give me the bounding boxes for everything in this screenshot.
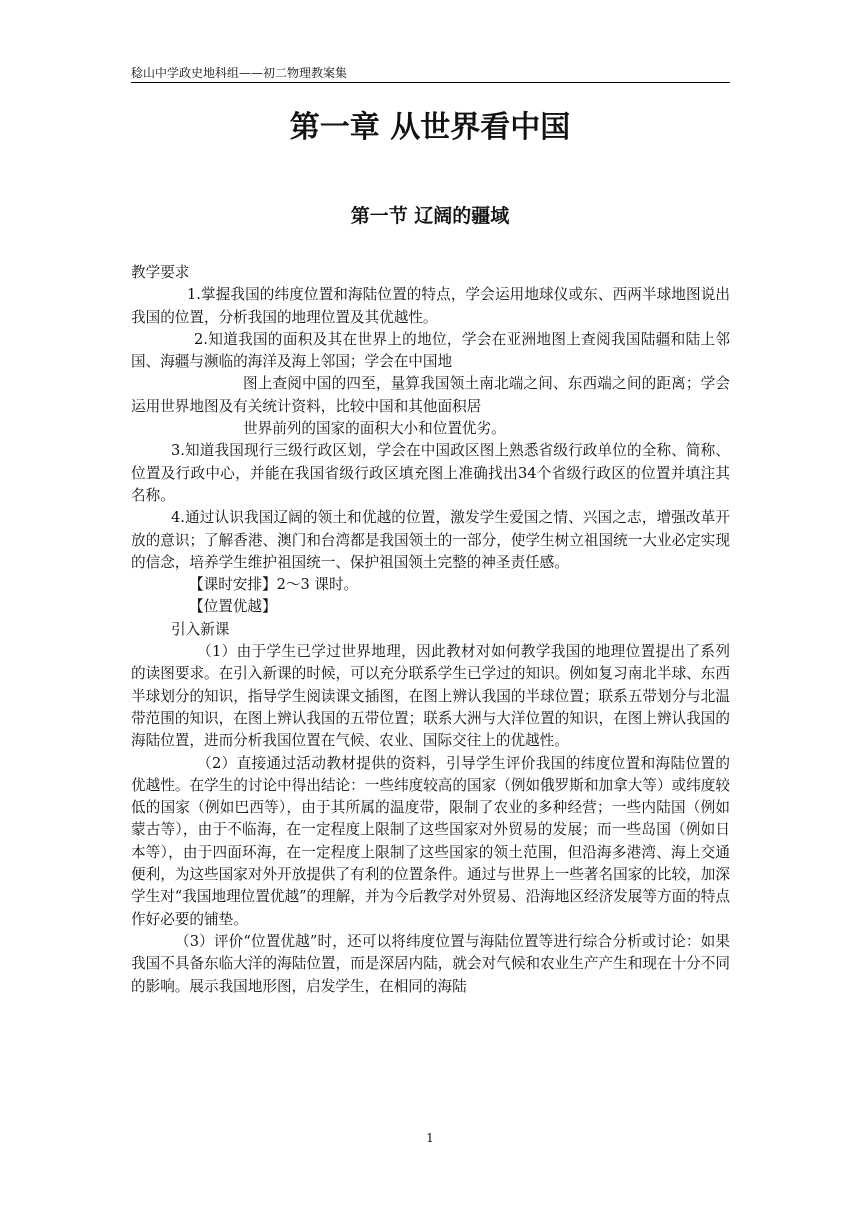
paragraph-step-3: （3）评价“位置优越”时，还可以将纬度位置与海陆位置等进行综合分析或讨论：如果我国不具备东临大洋的海陆位置，而是深居内陆，就会对气候和农业生产产生和现在十分不同的影响。展示我国地形图，启发学生，在相同的海陆 [131, 932, 730, 995]
paragraph-requirement-2a: 2.知道我国的面积及其在世界上的地位，学会在亚洲地图上查阅我国陆疆和陆上邻国、海疆与濒临的海洋及海上邻国；学会在中国地 [131, 330, 730, 371]
paragraph-step-1: （1）由于学生已学过世界地理，因此教材对如何教学我国的地理位置提出了系列的读图要求。在引入新课的时候，可以充分联系学生已学过的知识。例如复习南北半球、东西半球划分的知识，指导学生阅读课文插图，在图上辨认我国的半球位置；联系五带划分与北温带范围的知识，在图上辨认我国的五带位置；联系大洲与大洋位置的知识，在图上辨认我国的海陆位置，进而分析我国位置在气候、农业、国际交往上的优越性。 [131, 643, 730, 750]
paragraph-requirement-2c: 世界前列的国家的面积大小和位置优劣。 [243, 420, 506, 438]
paragraph-requirement-4: 4.通过认识我国辽阔的领土和优越的位置，激发学生爱国之情、兴国之志，增强改革开放的意识；了解香港、澳门和台湾都是我国领土的一部分，使学生树立祖国统一大业必定实现的信念，培养学生维护祖国统一、保护祖国领土完整的神圣责任感。 [131, 509, 730, 571]
paragraph-class-hours: 【课时安排】2～3 课时。 [189, 576, 359, 594]
page-number: 1 [426, 1131, 434, 1145]
chapter-title: 第一章 从世界看中国 [289, 110, 571, 145]
paragraph-step-2: （2）直接通过活动教材提供的资料，引导学生评价我国的纬度位置和海陆位置的优越性。在学生的讨论中得出结论：一些纬度较高的国家（例如俄罗斯和加拿大等）或纬度较低的国家（例如巴西等），由于其所属的温度带，限制了农业的多种经营；一些内陆国（例如蒙古等），由于不临海，在一定程度上限制了这些国家对外贸易的发展；而一些岛国（例如日本等），由于四面环海，在一定程度上限制了这些国家的领土范围，但沿海多港湾、海上交通便利，为这些国家对外开放提供了有利的位置条件。通过与世界上一些著名国家的比较，加深学生对“我国地理位置优越”的理解，并为今后教学对外贸易、沿海地区经济发展等方面的特点作好必要的铺垫。 [131, 754, 730, 928]
section-title: 第一节 辽阔的疆域 [350, 205, 510, 227]
paragraph-requirement-2b: 图上查阅中国的四至，量算我国领土南北端之间、东西端之间的距离；学会运用世界地图及有关统计资料，比较中国和其他面积居 [131, 375, 730, 415]
paragraph-location-advantage: 【位置优越】 [189, 598, 277, 616]
page-header [131, 64, 730, 83]
paragraph-requirement-1: 1.掌握我国的纬度位置和海陆位置的特点，学会运用地球仪或东、西两半球地图说出我国的位置，分析我国的地理位置及其优越性。 [131, 286, 730, 326]
document-body [131, 262, 730, 998]
paragraph-requirement-3: 3.知道我国现行三级行政区划，学会在中国政区图上熟悉省级行政单位的全称、简称、位置及行政中心，并能在我国省级行政区填充图上准确找出34个省级行政区的位置并填注其名称。 [131, 442, 730, 504]
header-text: 稔山中学政史地科组——初二物理教案集 [131, 66, 348, 80]
paragraph-teaching-requirements-heading: 教学要求 [131, 264, 190, 281]
paragraph-intro-new-lesson: 引入新课 [171, 620, 230, 638]
